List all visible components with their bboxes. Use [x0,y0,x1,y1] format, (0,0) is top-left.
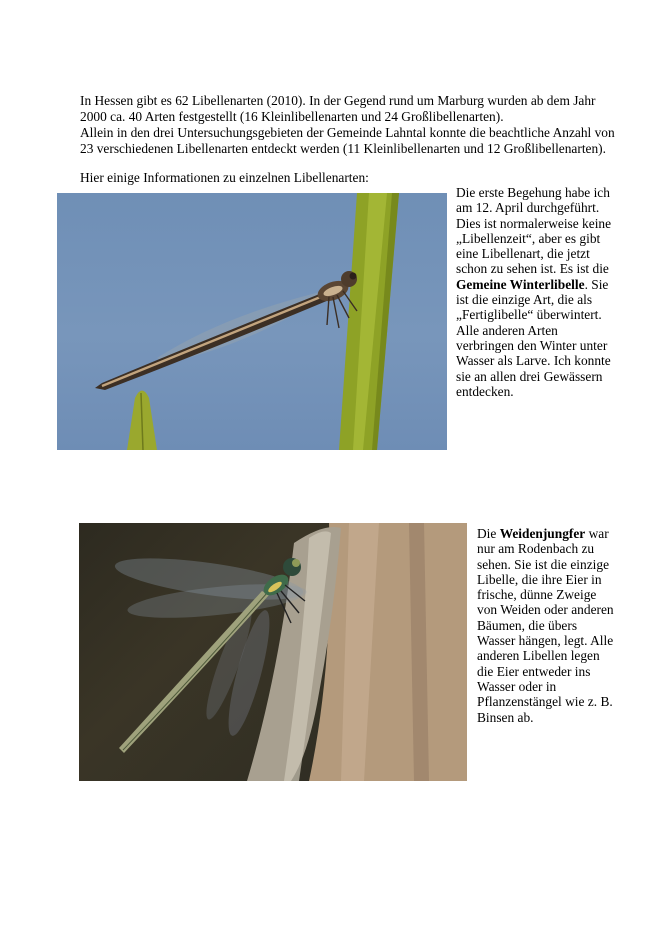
intro-paragraph-2: Allein in den drei Untersuchungsgebieten der Gemeinde Lahntal konnte die beachtliche Anzahl von 23 verschiedenen Libellenarten entdeckt werden (11 Kleinlibellenarten und 12 Großlibellenarten). [80,125,615,157]
description-text-before: Die [477,526,500,541]
species-name-weidenjungfer: Weidenjungfer [499,526,586,541]
description-text-after: . Sie ist die einzige Art, die als „Fertiglibelle“ überwintert. Alle anderen Arten verbringen den Winter unter Wasser als Larve. Ich konnte sie an allen drei Gewässern entdecken. [456,276,611,399]
description-text-before: Die erste Begehung habe ich am 12. April durchgeführt. Dies ist normalerweise keine „Libellenzeit“, aber es gibt eine Libellenart, die jetzt schon zu sehen ist. Es ist die [456,185,612,277]
willow-emerald-damselfly-photo [79,523,467,781]
intro-paragraph-1: In Hessen gibt es 62 Libellenarten (2010). In der Gegend rund um Marburg wurden ab dem Jahr 2000 ca. 40 Arten festgestellt (16 Kleinlibellenarten und 24 Großlibellenarten). [80,93,596,125]
intro-paragraph-3: Hier einige Informationen zu einzelnen Libellenarten: [80,170,369,185]
species-name-gemeine-winterlibelle: Gemeine Winterlibelle [456,276,585,292]
winter-damselfly-photo [57,193,447,450]
willow-emerald-damselfly-description [477,526,617,725]
winter-damselfly-description [456,185,616,399]
description-text-after: war nur am Rodenbach zu sehen. Sie ist die einzige Libelle, die ihre Eier in frische, dünne Zweige von Weiden oder anderen Bäumen, die übers Wasser hängen, legt. Alle anderen Libellen legen die Eier entweder ins Wasser oder in Pflanzenstängel wie z. B. Binsen ab. [477,526,614,725]
